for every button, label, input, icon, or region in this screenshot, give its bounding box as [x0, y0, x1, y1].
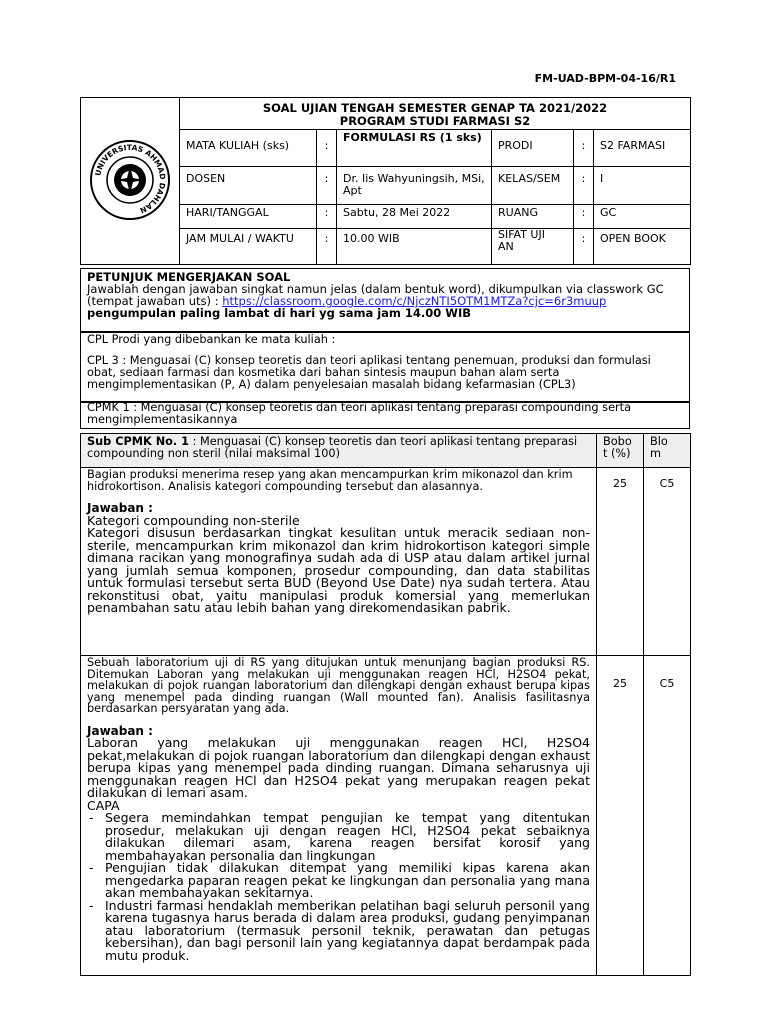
label-dosen: DOSEN [180, 167, 317, 205]
exam-title: SOAL UJIAN TENGAH SEMESTER GENAP TA 2021/2022 PROGRAM STUDI FARMASI S2 [180, 98, 691, 130]
deadline-text: pengumpulan paling lambat di hari yg sama jam 14.00 WIB [87, 306, 472, 320]
value-jam-mulai: 10.00 WIB [337, 229, 492, 265]
answer-1-text: Kategori disusun berdasarkan tingkat kesulitan untuk meracik sediaan non-sterile, mencampurkan krim mikonazol dan krim hidrokortison kategori simple dimana racikan yang monografinya sudah ada di USP atau dalam artikel jurnal yang jumlah semua komponen, prosedur compounding, dan data stabilitas untuk formulasi tersebut serta BUD (Beyond Use Date) nya sudah tertera. Atau rekonstitusi obat, yaitu manipulasi produk komersial yang memerlukan penambahan satu atau lebih bahan yang direkomendasikan pabrik. [87, 525, 590, 615]
question-2-cell [81, 656, 597, 976]
label-ruang: RUANG [492, 205, 574, 229]
capa-label: CAPA [87, 797, 120, 813]
cpl-intro: CPL Prodi yang dibebankan ke mata kuliah : [87, 333, 336, 346]
colon: : [574, 130, 594, 167]
question-1-cell [81, 468, 597, 656]
bobot-header: Bobot (%) [597, 434, 644, 468]
label-hari-tanggal: HARI/TANGGAL [180, 205, 317, 229]
university-logo [88, 138, 172, 222]
colon: : [317, 229, 337, 265]
cpmk-text: CPMK 1 : Menguasai (C) konsep teoretis dan teori aplikasi tentang preparasi compounding serta mengimplementasikannya [81, 402, 690, 429]
colon: : [317, 167, 337, 205]
answer-2-label: Jawaban : [87, 723, 153, 738]
classroom-link[interactable]: https://classroom.google.com/c/NjczNTI5OTM1MTZa?cjc=6r3muup [222, 294, 607, 308]
capa-item: - Segera memindahkan tempat pengujian ke tempat yang ditentukan prosedur, melakukan uji dengan reagen HCl, H2SO4 pekat sebaiknya dilakukan dilemari asam, karena reagen bersifat korosif yang membahayakan personalia dan lingkungan [87, 812, 590, 862]
question-1-bobot: 25 [597, 468, 644, 656]
label-kelas-sem: KELAS/SEM [492, 167, 574, 205]
question-2-blom: C5 [644, 656, 691, 976]
university-logo-cell [81, 98, 180, 265]
question-2-bobot: 25 [597, 656, 644, 976]
label-jam-mulai: JAM MULAI / WAKTU [180, 229, 317, 265]
svg-text:UNIVERSITAS AHMAD DAHLAN: UNIVERSITAS AHMAD DAHLAN [93, 142, 168, 215]
cpl-text: CPL 3 : Menguasai (C) konsep teoretis dan teori aplikasi tentang penemuan, produksi dan formulasi obat, sediaan farmasi dan kosmetika dari bahan sintesis maupun bahan alam serta mengimplementasikan (P, A) dalam penyelesaian masalah bidang kefarmasian (CPL3) [87, 354, 651, 391]
value-dosen: Dr. Iis Wahyuningsih, MSi, Apt [337, 167, 492, 205]
cpmk-section [80, 401, 690, 429]
question-1-blom: C5 [644, 468, 691, 656]
question-2-text: Sebuah laboratorium uji di RS yang ditujukan untuk menunjang bagian produksi RS. Ditemukan Laboran yang melakukan uji menggunakan reagen HCl, H2SO4 pekat, melakukan di pojok ruangan laboratorium dan dilengkapi dengan exhaust berupa kipas yang menempel pada dinding ruangan (Wall mounted fan). Analisis fasilitasnya berdasarkan persyaratan yang ada. [87, 656, 590, 715]
petunjuk-title: PETUNJUK MENGERJAKAN SOAL [87, 270, 291, 284]
blom-header: Blom [644, 434, 691, 468]
capa-list [87, 812, 590, 962]
value-sifat-ujian: OPEN BOOK [594, 229, 691, 265]
colon: : [574, 205, 594, 229]
colon: : [574, 167, 594, 205]
cpl-section [80, 331, 690, 403]
capa-item: - Pengujian tidak dilakukan ditempat yang memiliki kipas karena akan mengedarka paparan reagen pekat ke lingkungan dan personalia yang mana akan membahayakan sekitarnya. [87, 862, 590, 900]
petunjuk-section [80, 268, 690, 333]
value-mata-kuliah: FORMULASI RS (1 sks) [337, 130, 492, 167]
petunjuk-text: Jawablah dengan jawaban singkat namun jelas (dalam bentuk word), dikumpulkan via classwork GC (tempat jawaban uts) : https://classroom.google.com/c/NjczNTI5OTM1MTZa?cjc=6r3muup pengumpulan paling lambat di hari yg sama jam 14.00 WIB [87, 282, 664, 320]
colon: : [317, 130, 337, 167]
question-1-text: Bagian produksi menerima resep yang akan mencampurkan krim mikonazol dan krim hidrokortison. Analisis kategori compounding tersebut dan alasannya. [87, 468, 573, 493]
value-hari-tanggal: Sabtu, 28 Mei 2022 [337, 205, 492, 229]
label-mata-kuliah: MATA KULIAH (sks) [180, 130, 317, 167]
value-prodi: S2 FARMASI [594, 130, 691, 167]
capa-item: - Industri farmasi hendaklah memberikan pelatihan bagi seluruh personil yang karena tugasnya harus berada di dalam area produksi, gudang penyimpanan atau laboratorium (termasuk personil teknik, perawatan dan petugas kebersihan), dan bagi personil lain yang kegiatannya dapat berdampak pada mutu produk. [87, 900, 590, 963]
subcpmk-header: Sub CPMK No. 1 : Menguasai (C) konsep teoretis dan teori aplikasi tentang preparasi compounding non steril (nilai maksimal 100) [81, 434, 597, 468]
colon: : [317, 205, 337, 229]
value-ruang: GC [594, 205, 691, 229]
answer-1-label: Jawaban : [87, 501, 153, 515]
exam-header-table [80, 97, 691, 265]
questions-table [80, 433, 691, 976]
document-id: FM-UAD-BPM-04-16/R1 [534, 72, 676, 85]
answer-1-head: Kategori compounding non-sterile [87, 512, 300, 528]
answer-2-text: Laboran yang melakukan uji menggunakan reagen HCl, H2SO4 pekat,melakukan di pojok ruangan laboratorium dan dilengkapi dengan exhaust berupa kipas yang menempel pada dinding ruangan. Dimana seharusnya uji menggunakan reagen HCl dan H2SO4 pekat yang merupakan reagen pekat dilakukan di lemari asam. [87, 735, 590, 800]
label-prodi: PRODI [492, 130, 574, 167]
colon: : [574, 229, 594, 265]
label-sifat-ujian: SIFAT UJIAN [492, 229, 574, 265]
value-kelas-sem: I [594, 167, 691, 205]
